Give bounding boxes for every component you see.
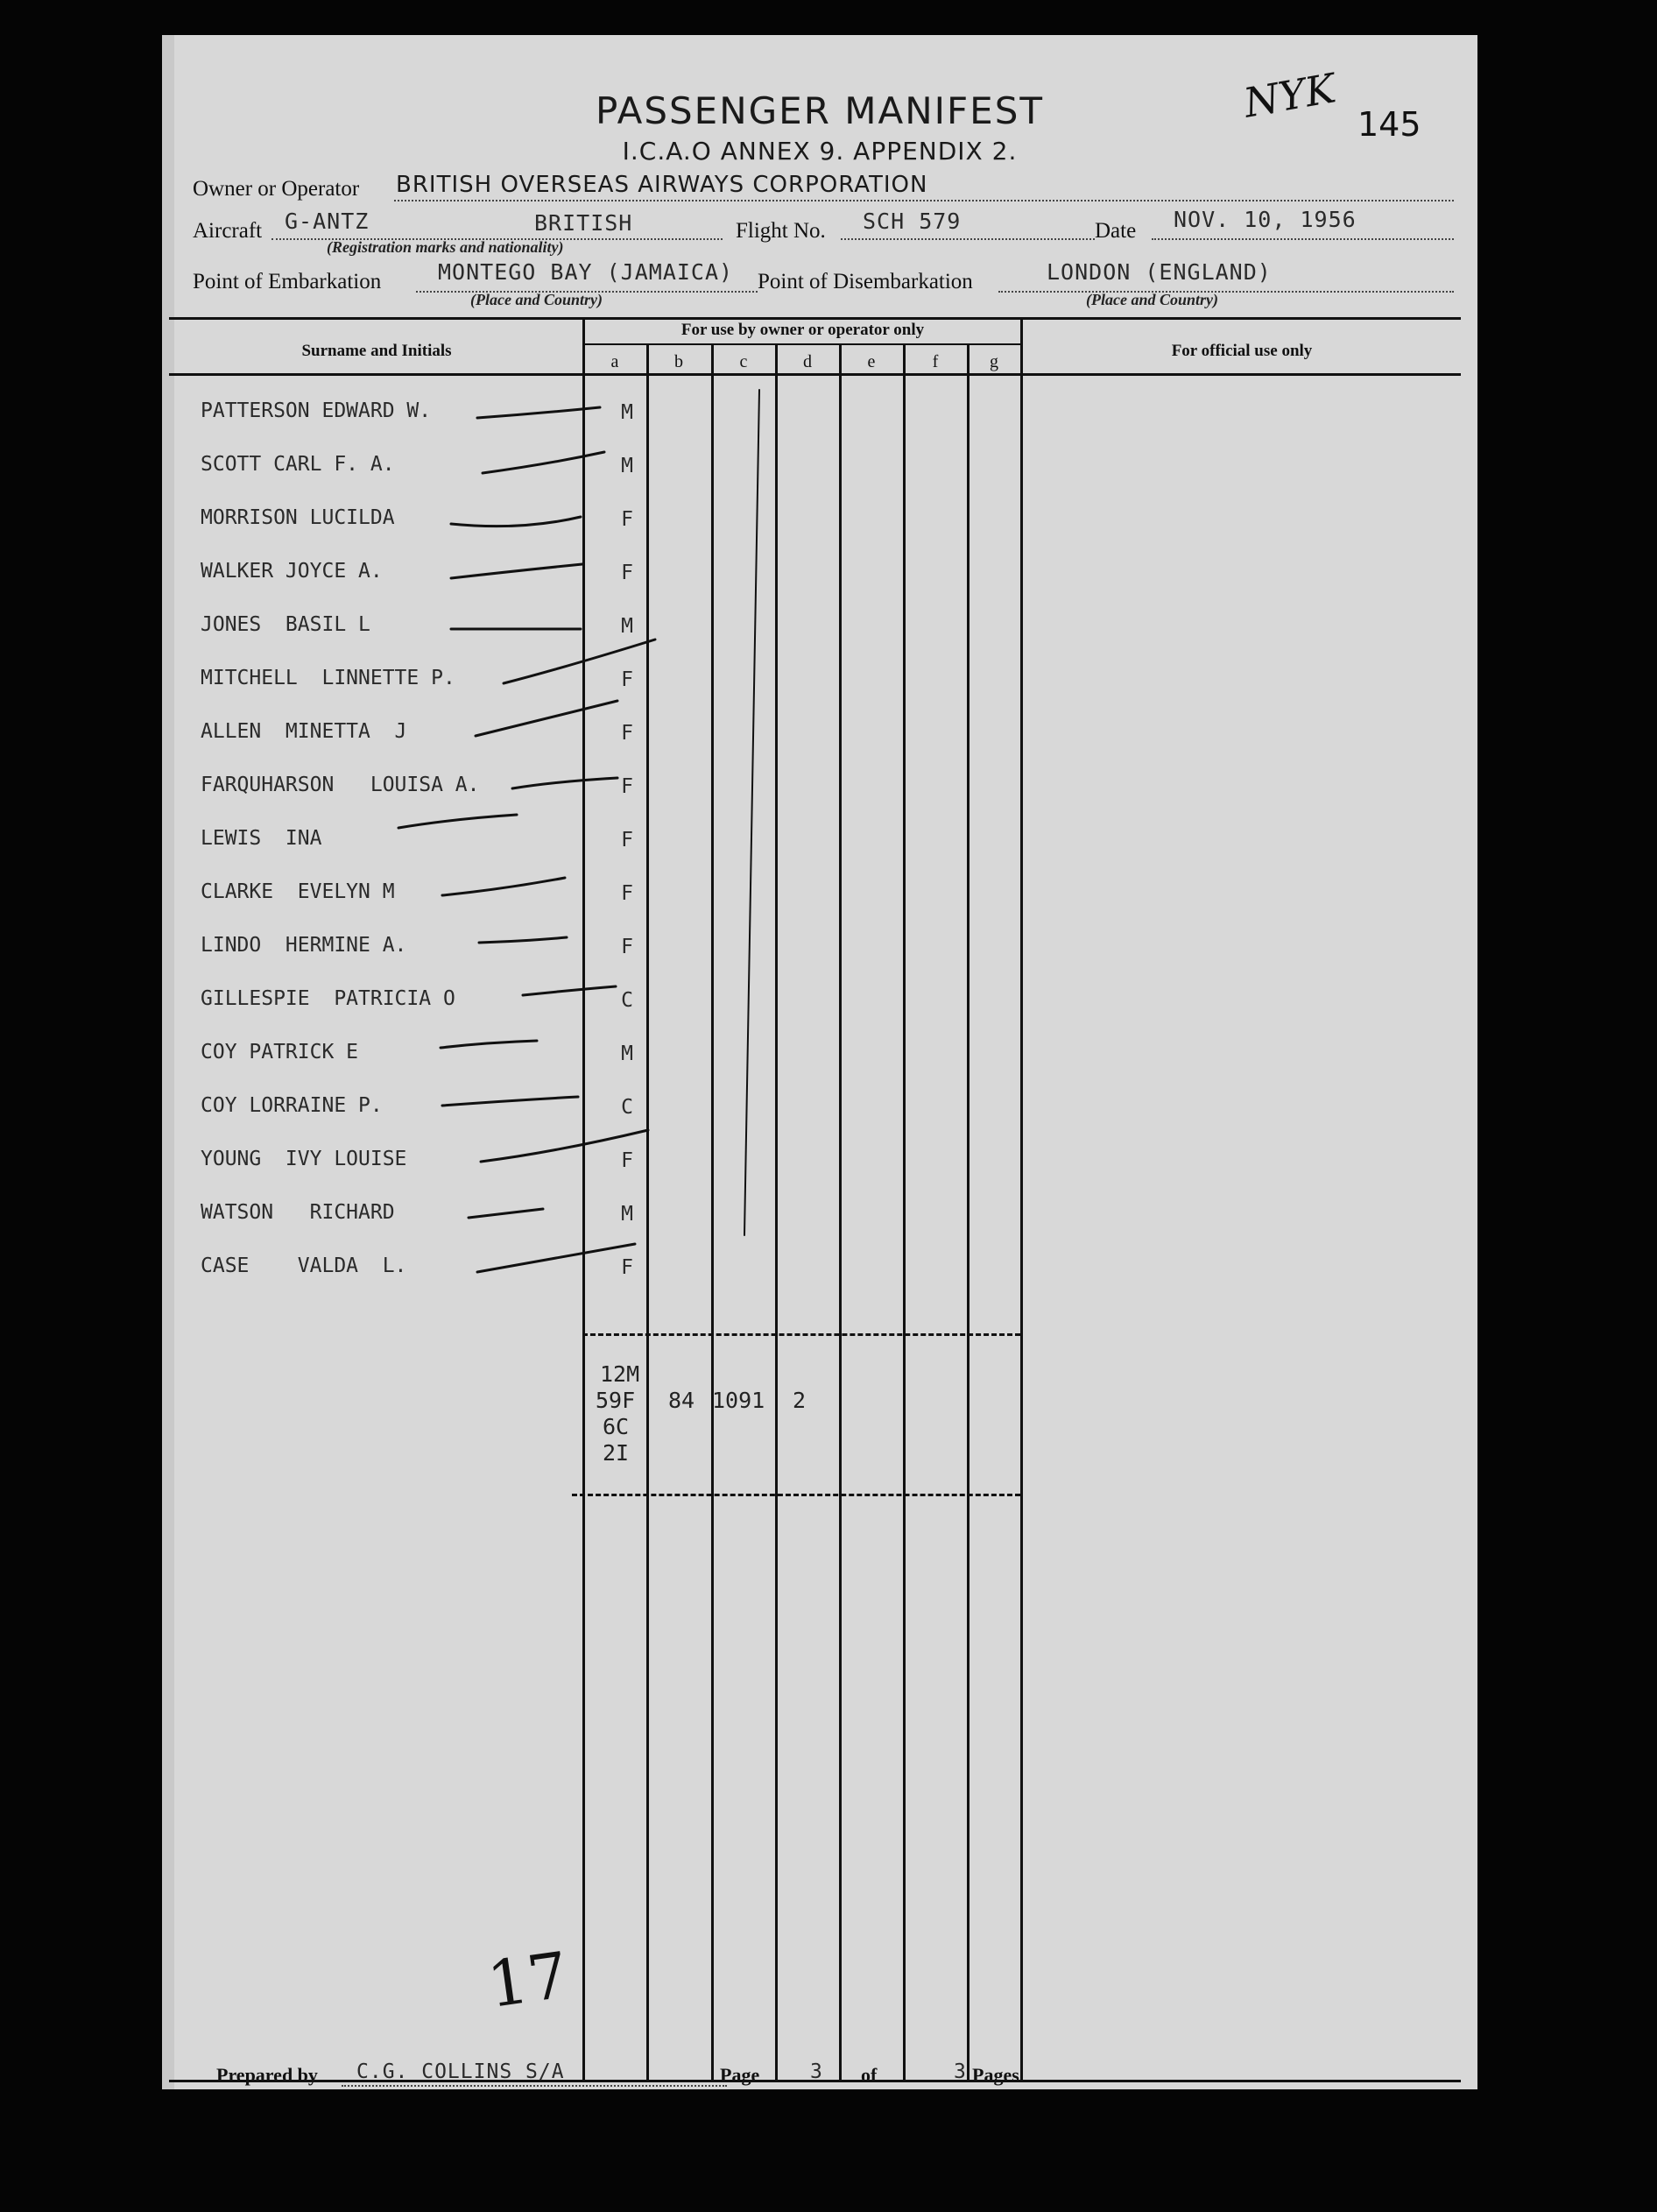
passenger-class: F bbox=[621, 668, 633, 691]
embark-value: MONTEGO BAY (JAMAICA) bbox=[438, 259, 734, 285]
tick-stroke bbox=[481, 1130, 648, 1162]
column-letter: g bbox=[990, 352, 998, 371]
passenger-class: M bbox=[621, 1042, 633, 1065]
date-value: NOV. 10, 1956 bbox=[1174, 207, 1357, 232]
of-label: of bbox=[861, 2064, 878, 2086]
passenger-class: F bbox=[621, 508, 633, 531]
tick-stroke bbox=[442, 1097, 578, 1106]
page-stamp: 145 bbox=[1357, 105, 1421, 144]
tick-stroke bbox=[442, 878, 565, 895]
disembark-label: Point of Disembarkation bbox=[758, 270, 973, 293]
passenger-class: F bbox=[621, 722, 633, 745]
prepared-label: Prepared by bbox=[216, 2064, 318, 2086]
tick-stroke bbox=[398, 815, 517, 828]
embark-caption: (Place and Country) bbox=[470, 291, 603, 308]
owner-value: BRITISH OVERSEAS AIRWAYS CORPORATION bbox=[396, 172, 928, 198]
total-d: 2 bbox=[793, 1388, 807, 1413]
margin-count: 17 bbox=[483, 1938, 574, 2022]
column-check-stroke bbox=[744, 390, 759, 1235]
passenger-class: F bbox=[621, 936, 633, 958]
passenger-class: C bbox=[621, 1096, 633, 1119]
passenger-name: LEWIS INA bbox=[201, 827, 322, 850]
manifest-subtitle: I.C.A.O ANNEX 9. APPENDIX 2. bbox=[622, 137, 1018, 166]
page-label: Page bbox=[720, 2064, 760, 2086]
pages-label: Pages bbox=[972, 2064, 1019, 2086]
passenger-class: F bbox=[621, 562, 633, 584]
page-value: 3 bbox=[810, 2060, 823, 2083]
tick-stroke bbox=[476, 701, 617, 736]
embark-label: Point of Embarkation bbox=[193, 270, 382, 293]
passenger-name: ALLEN MINETTA J bbox=[201, 720, 407, 743]
aircraft-caption: (Registration marks and nationality) bbox=[327, 238, 564, 256]
passenger-class: F bbox=[621, 1256, 633, 1279]
passenger-name: CASE VALDA L. bbox=[201, 1254, 407, 1277]
owner-use-header: For use by owner or operator only bbox=[680, 321, 925, 339]
of-value: 3 bbox=[954, 2060, 967, 2083]
passenger-class: F bbox=[621, 882, 633, 905]
total-a-line: 12M bbox=[600, 1361, 640, 1387]
passenger-name: COY PATRICK E bbox=[201, 1041, 359, 1064]
passenger-name: LINDO HERMINE A. bbox=[201, 934, 407, 957]
total-c: 1091 bbox=[712, 1388, 765, 1413]
aircraft-value: G-ANTZ bbox=[285, 208, 370, 234]
flight-label: Flight No. bbox=[736, 219, 826, 243]
passenger-class: F bbox=[621, 1149, 633, 1172]
date-label: Date bbox=[1095, 219, 1137, 243]
tick-stroke bbox=[477, 407, 600, 418]
passenger-name: SCOTT CARL F. A. bbox=[201, 453, 395, 476]
aircraft-nationality: BRITISH bbox=[534, 210, 633, 236]
column-letter: b bbox=[674, 352, 683, 371]
passenger-name: YOUNG IVY LOUISE bbox=[201, 1148, 407, 1170]
prepared-value: C.G. COLLINS S/A bbox=[356, 2060, 565, 2083]
passenger-class: M bbox=[621, 1203, 633, 1226]
tick-stroke bbox=[512, 778, 617, 788]
surname-header: Surname and Initials bbox=[301, 342, 452, 360]
passenger-class: C bbox=[621, 989, 633, 1012]
manifest-title: PASSENGER MANIFEST bbox=[595, 89, 1045, 132]
manifest-sheet bbox=[162, 35, 1477, 2089]
passenger-name: MORRISON LUCILDA bbox=[201, 506, 395, 529]
tick-stroke bbox=[504, 640, 655, 683]
passenger-name: WATSON RICHARD bbox=[201, 1201, 395, 1224]
passenger-class: M bbox=[621, 455, 633, 477]
owner-label: Owner or Operator bbox=[193, 177, 360, 201]
tick-stroke bbox=[477, 1244, 635, 1272]
handwritten-ref: NYK bbox=[1240, 64, 1339, 127]
total-b: 84 bbox=[668, 1388, 695, 1413]
total-a-line: 59F bbox=[596, 1388, 636, 1413]
column-letter: d bbox=[803, 352, 812, 371]
passenger-class: F bbox=[621, 829, 633, 852]
disembark-caption: (Place and Country) bbox=[1086, 291, 1218, 308]
passenger-class: M bbox=[621, 401, 633, 424]
ink-strokes bbox=[162, 35, 1477, 2089]
column-letter: e bbox=[867, 352, 876, 371]
passenger-class: F bbox=[621, 775, 633, 798]
column-letter: c bbox=[739, 352, 748, 371]
tick-stroke bbox=[469, 1209, 543, 1218]
passenger-name: WALKER JOYCE A. bbox=[201, 560, 383, 583]
official-use-header: For official use only bbox=[1171, 342, 1313, 360]
disembark-value: LONDON (ENGLAND) bbox=[1047, 259, 1272, 285]
tick-stroke bbox=[479, 937, 567, 943]
tick-stroke bbox=[441, 1041, 537, 1048]
passenger-name: JONES BASIL L bbox=[201, 613, 370, 636]
flight-value: SCH 579 bbox=[863, 208, 962, 234]
passenger-name: GILLESPIE PATRICIA O bbox=[201, 987, 455, 1010]
tick-stroke bbox=[523, 986, 616, 995]
tick-stroke bbox=[451, 517, 581, 526]
passenger-name: MITCHELL LINNETTE P. bbox=[201, 667, 455, 689]
passenger-class: M bbox=[621, 615, 633, 638]
total-a-line: 2I bbox=[603, 1440, 630, 1466]
tick-stroke bbox=[451, 564, 582, 578]
column-letter: f bbox=[932, 352, 939, 371]
passenger-name: COY LORRAINE P. bbox=[201, 1094, 383, 1117]
tick-stroke bbox=[483, 452, 604, 473]
aircraft-label: Aircraft bbox=[193, 219, 263, 243]
column-letter: a bbox=[610, 352, 619, 371]
passenger-name: CLARKE EVELYN M bbox=[201, 880, 395, 903]
passenger-name: PATTERSON EDWARD W. bbox=[201, 399, 432, 422]
passenger-name: FARQUHARSON LOUISA A. bbox=[201, 774, 480, 796]
total-a-line: 6C bbox=[603, 1414, 630, 1439]
